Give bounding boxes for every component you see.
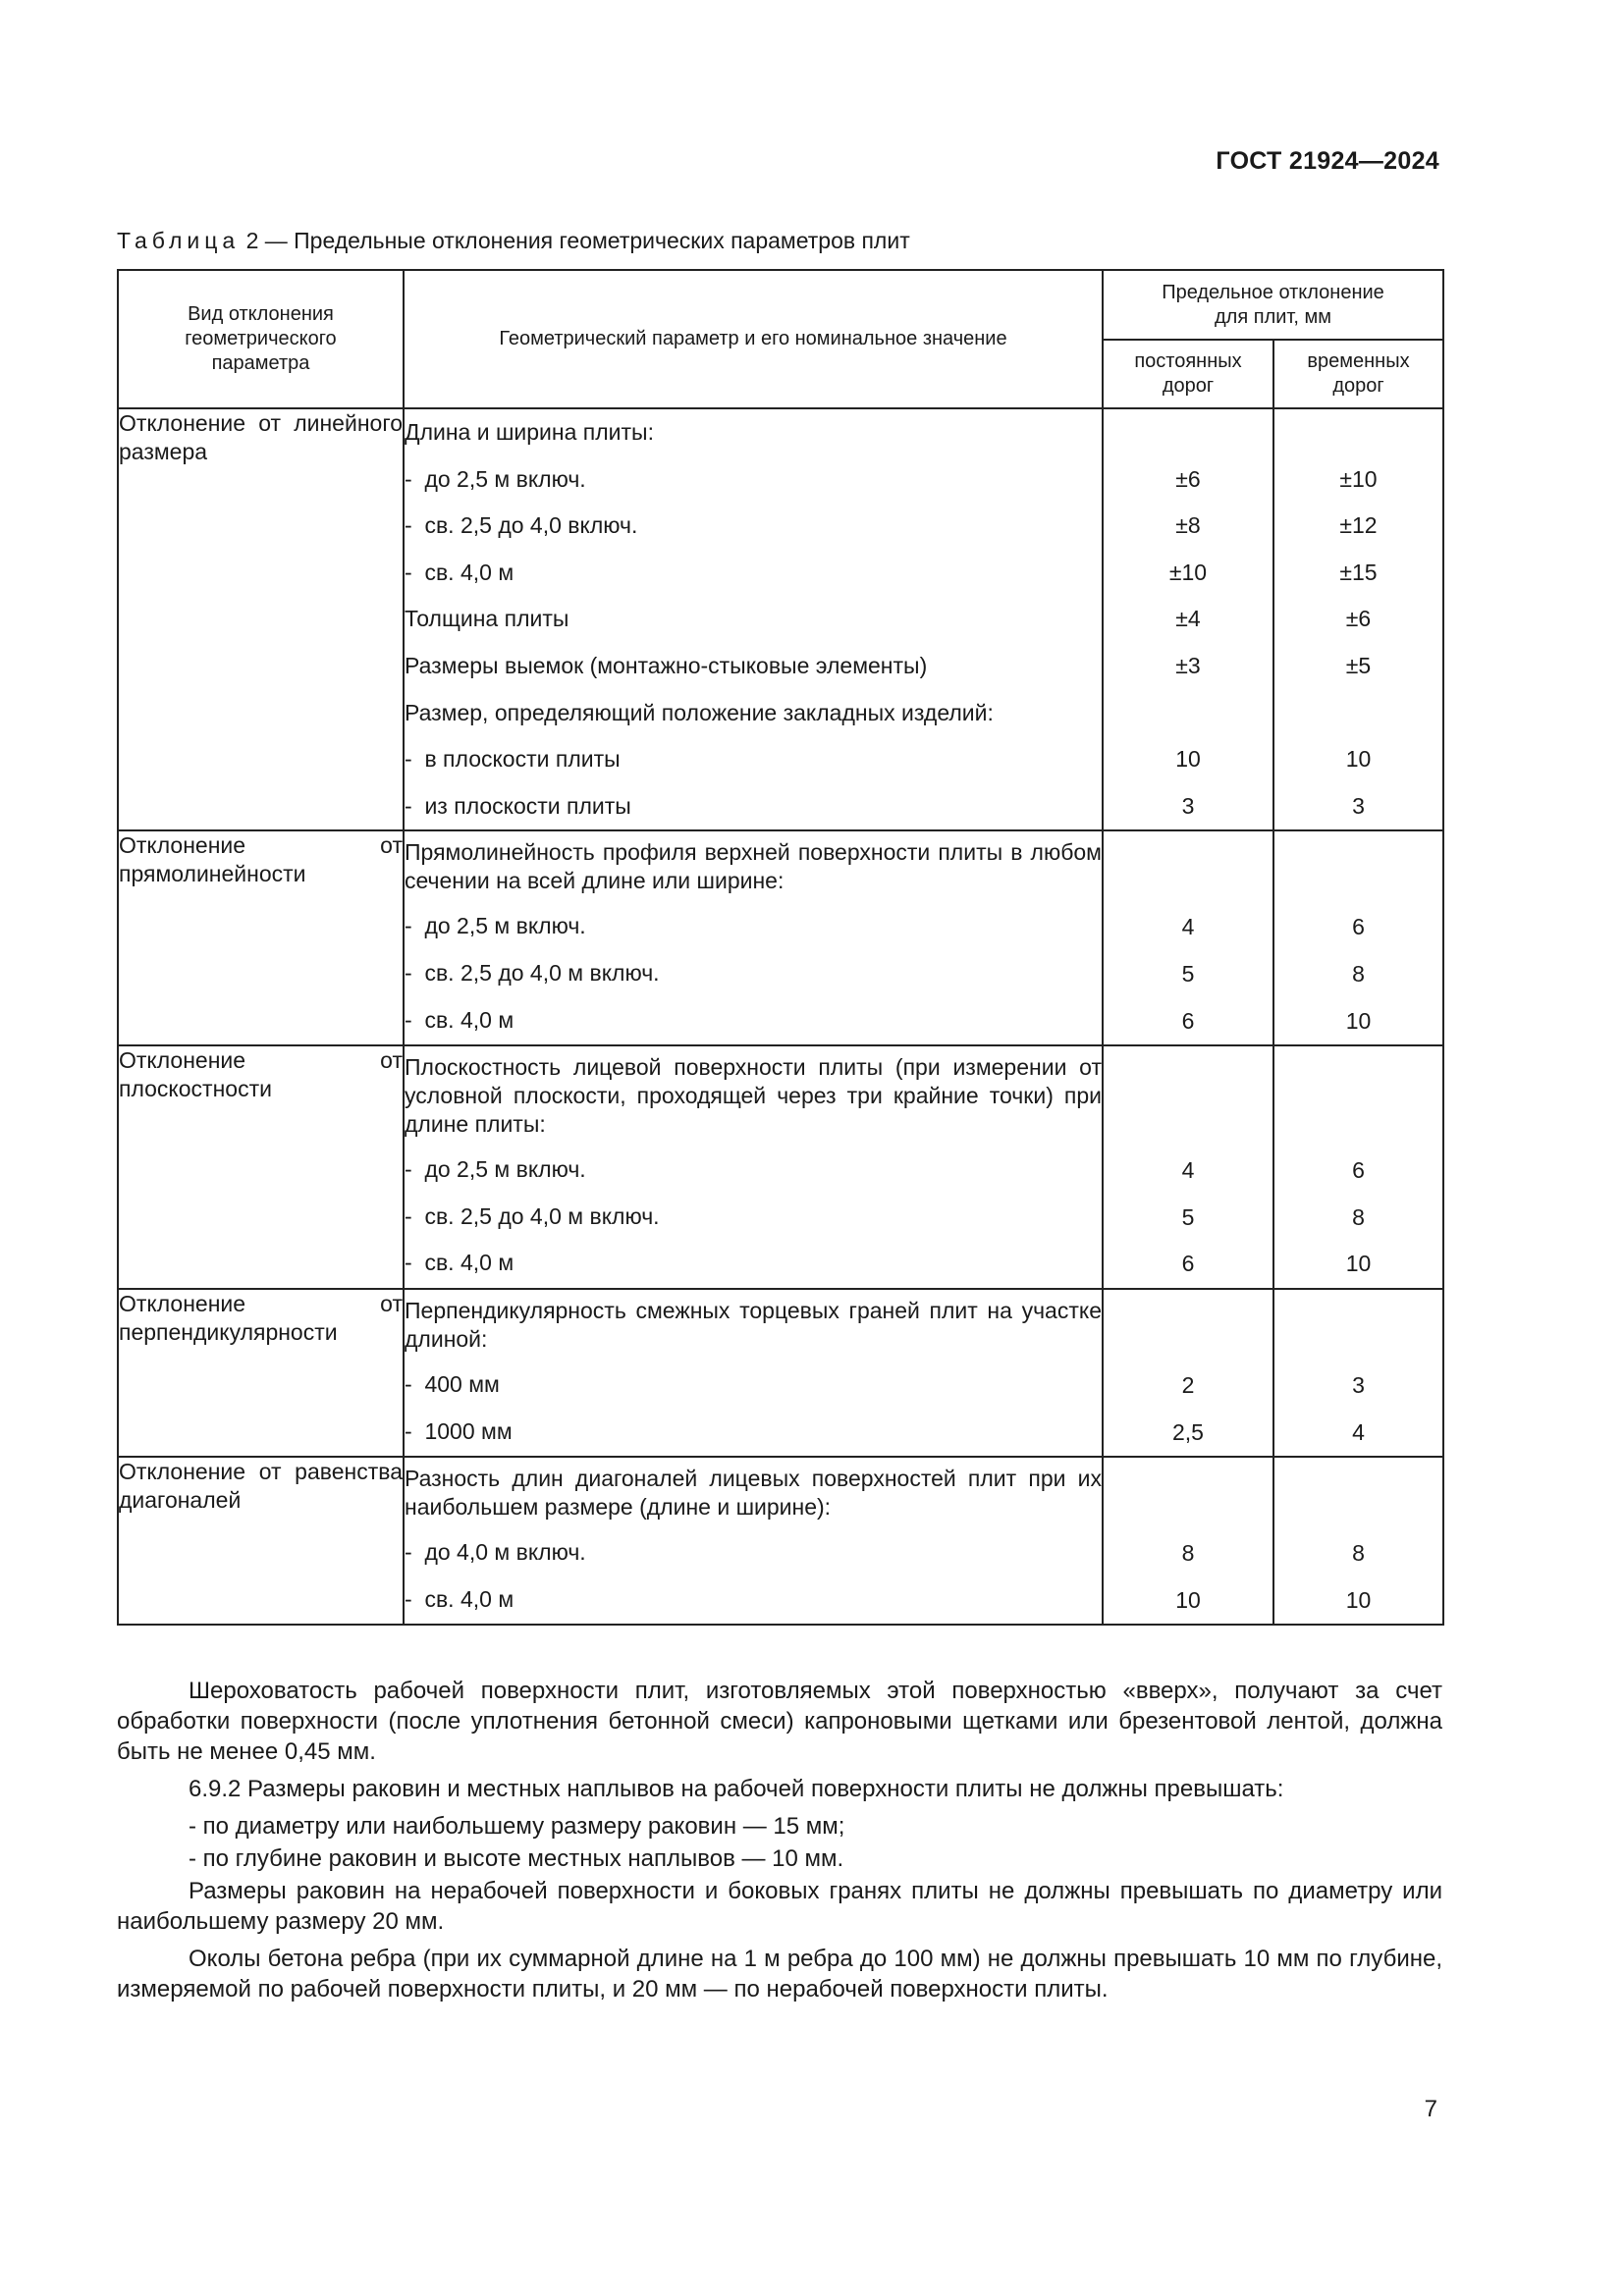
value: ±3	[1175, 652, 1201, 678]
parameter-line: Размер, определяющий положение закладных изделий:	[405, 699, 994, 725]
value: ±12	[1339, 512, 1378, 539]
value: 8	[1352, 1540, 1365, 1567]
parameter-line: - в плоскости плиты	[405, 736, 1102, 783]
value: 5	[1181, 960, 1195, 987]
value: 3	[1352, 792, 1365, 819]
value: ±10	[1168, 559, 1208, 585]
paragraph: 6.9.2 Размеры раковин и местных наплывов на рабочей поверхности плиты не должны превышать:	[189, 1776, 1284, 1802]
parameter-line: - до 2,5 м включ.	[405, 903, 1102, 950]
value: 10	[1175, 746, 1201, 773]
table-row	[118, 1289, 1443, 1457]
value: ±10	[1339, 465, 1378, 492]
value: 10	[1345, 1251, 1372, 1277]
value: 4	[1181, 914, 1195, 940]
value: 10	[1345, 1007, 1372, 1034]
value: 6	[1181, 1251, 1195, 1277]
paragraph: Размеры раковин на нерабочей поверхности и боковых гранях плиты не должны превышать по диаметру или наибольшему размеру 20 мм.	[117, 1878, 1442, 1935]
value: 8	[1352, 1203, 1365, 1230]
paragraph: Околы бетона ребра (при их суммарной длине на 1 м ребра до 100 мм) не должны превышать 10 мм по глубине, измеряемой по рабочей поверхности плиты, и 20 мм — по нерабочей поверхности плиты.	[117, 1946, 1442, 2002]
table-row	[118, 830, 1443, 1045]
parameter-line: Размеры выемок (монтажно-стыковые элементы)	[405, 652, 928, 678]
parameter-line: - до 4,0 м включ.	[405, 1529, 1102, 1576]
header-param: Геометрический параметр и его номинальное значение	[404, 270, 1103, 408]
value: 3	[1352, 1371, 1365, 1398]
parameter-line: - св. 4,0 м	[405, 1240, 1102, 1287]
permanent-values	[1103, 1289, 1273, 1457]
value: 3	[1181, 792, 1195, 819]
value	[1104, 409, 1272, 456]
value: 10	[1345, 746, 1372, 773]
value: ±5	[1345, 652, 1372, 678]
header-temporary: временных дорог	[1273, 340, 1443, 408]
deviation-kind: Отклонение от прямолинейности	[118, 830, 404, 1045]
value: 2,5	[1172, 1418, 1204, 1445]
parameter-line: - св. 4,0 м	[405, 1576, 1102, 1624]
value: 10	[1175, 1586, 1201, 1613]
parameter-line: - 400 мм	[405, 1362, 1102, 1409]
parameter-line: - св. 4,0 м	[405, 550, 1102, 597]
permanent-values	[1103, 408, 1273, 830]
parameter-line: - 1000 мм	[405, 1409, 1102, 1456]
parameter-intro: Перпендикулярность смежных торцевых граней плит на участке длиной:	[405, 1297, 1102, 1352]
header-limit: Предельное отклонение для плит, мм	[1103, 270, 1443, 340]
table-row	[118, 1045, 1443, 1289]
parameter-line: - до 2,5 м включ.	[405, 456, 1102, 504]
value	[1104, 690, 1272, 737]
list-item: - по глубине раковин и высоте местных наплывов — 10 мм.	[189, 1845, 844, 1872]
value: 6	[1352, 914, 1365, 940]
parameter-line: Длина и ширина плиты:	[405, 419, 654, 445]
parameter-cell	[404, 1045, 1103, 1289]
value	[1274, 690, 1442, 737]
page-number: 7	[1424, 2096, 1437, 2122]
parameter-line: - св. 2,5 до 4,0 м включ.	[405, 950, 1102, 997]
value: 4	[1181, 1157, 1195, 1184]
value: ±15	[1339, 559, 1378, 585]
value: 8	[1352, 960, 1365, 987]
parameter-line: Толщина плиты	[405, 606, 569, 632]
deviation-kind: Отклонение от плоскостности	[118, 1045, 404, 1289]
list-item: - по диаметру или наибольшему размеру раковин — 15 мм;	[189, 1813, 845, 1840]
value: ±8	[1175, 512, 1201, 539]
header-kind: Вид отклонения геометрического параметра	[118, 270, 404, 408]
parameter-intro: Прямолинейность профиля верхней поверхности плиты в любом сечении на всей длине или ширине:	[405, 839, 1102, 894]
parameter-line: - св. 4,0 м	[405, 997, 1102, 1044]
table-caption-text: 2 — Предельные отклонения геометрических параметров плит	[245, 228, 910, 253]
permanent-values	[1103, 1457, 1273, 1625]
parameter-cell	[404, 1457, 1103, 1625]
permanent-values	[1103, 1045, 1273, 1289]
value: ±6	[1175, 465, 1201, 492]
parameter-line: - св. 2,5 до 4,0 м включ.	[405, 1194, 1102, 1241]
table-caption	[117, 228, 910, 254]
deviation-kind: Отклонение от перпендикулярности	[118, 1289, 404, 1457]
parameter-cell	[404, 408, 1103, 830]
parameter-line: - до 2,5 м включ.	[405, 1147, 1102, 1194]
table-caption-label: Таблица	[117, 228, 241, 253]
value: 5	[1181, 1203, 1195, 1230]
table-row	[118, 1457, 1443, 1625]
document-code: ГОСТ 21924—2024	[1216, 147, 1439, 175]
value: 10	[1345, 1586, 1372, 1613]
tolerance-table	[117, 269, 1444, 1626]
paragraph: Шероховатость рабочей поверхности плит, изготовляемых этой поверхностью «вверх», получают за счет обработки поверхности (после уплотнения бетонной смеси) капроновыми щетками или брезентовой лентой, должна быть не менее 0,45 мм.	[117, 1678, 1442, 1765]
parameter-intro: Плоскостность лицевой поверхности плиты (при измерении от условной плоскости, проходящей через три крайние точки) при длине плиты:	[405, 1054, 1102, 1138]
temporary-values	[1273, 1457, 1443, 1625]
table-row	[118, 408, 1443, 830]
parameter-cell	[404, 830, 1103, 1045]
deviation-kind: Отклонение от линейного размера	[118, 408, 404, 830]
parameter-intro: Разность длин диагоналей лицевых поверхностей плит при их наибольшем размере (длине и ширине):	[405, 1466, 1102, 1521]
parameter-cell	[404, 1289, 1103, 1457]
temporary-values	[1273, 1045, 1443, 1289]
temporary-values	[1273, 1289, 1443, 1457]
temporary-values	[1273, 408, 1443, 830]
value: 4	[1352, 1418, 1365, 1445]
value: 6	[1181, 1007, 1195, 1034]
value: 2	[1181, 1371, 1195, 1398]
parameter-line: - из плоскости плиты	[405, 783, 1102, 830]
body-text	[117, 1676, 1442, 2011]
value: ±6	[1345, 606, 1372, 632]
value: ±4	[1175, 606, 1201, 632]
value	[1274, 409, 1442, 456]
permanent-values	[1103, 830, 1273, 1045]
deviation-kind: Отклонение от равенства диагоналей	[118, 1457, 404, 1625]
temporary-values	[1273, 830, 1443, 1045]
value: 8	[1181, 1540, 1195, 1567]
header-permanent: постоянных дорог	[1103, 340, 1273, 408]
value: 6	[1352, 1157, 1365, 1184]
parameter-line: - св. 2,5 до 4,0 включ.	[405, 503, 1102, 550]
